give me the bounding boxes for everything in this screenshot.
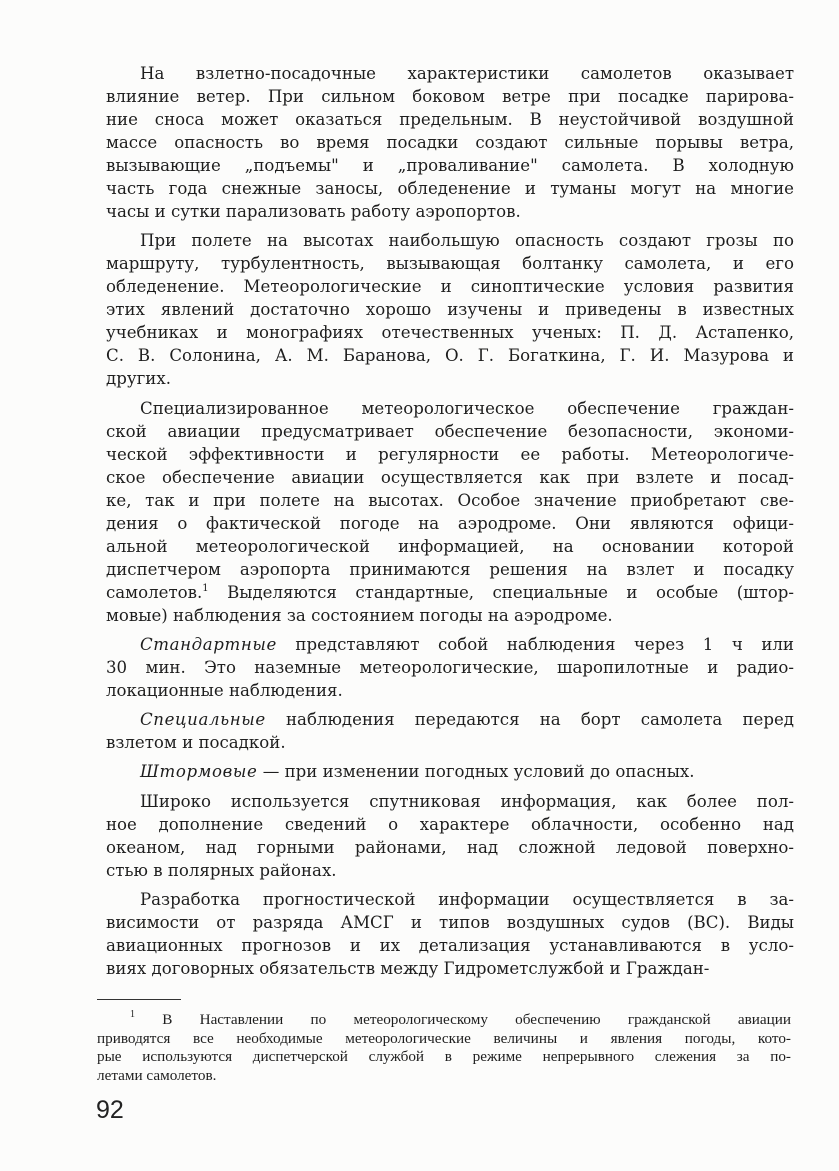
line-text: локационные наблюдения. [106,680,343,700]
text-line [106,656,794,679]
paragraph [106,888,794,980]
line-text: стью в полярных районах. [106,860,337,880]
text-line [106,813,794,836]
line-text: Специализированное метеорологическое обеспечение граждан- [140,398,794,418]
line-text: 30 мин. Это наземные метеорологические, шаропилотные и радио- [106,657,794,677]
text-line [106,298,794,321]
footnote-line [97,1048,791,1067]
line-text: диспетчером аэропорта принимаются решения на взлет и посадку [106,559,794,579]
text-line [106,344,794,367]
text-line [106,321,794,344]
page-number: 92 [96,1096,124,1124]
text-line [106,790,794,813]
text-line [106,85,794,108]
line-text: наблюдения передаются на борт самолета перед [265,710,794,730]
line-text: ке, так и при полете на высотах. Особое значение приобретают све- [106,490,794,510]
line-text: обледенение. Метеорологические и синоптические условия развития [106,277,794,297]
footnote-line [97,1011,791,1030]
line-text: ское обеспечение авиации осуществляется как при взлете и посад- [106,467,794,487]
line-text: маршруту, турбулентность, вызывающая болтанку самолета, и его [106,254,794,274]
line-text: океаном, над горными районами, над сложной ледовой поверхно- [106,837,794,857]
emphasized-term: Штормовые [140,762,258,782]
text-line [106,708,794,731]
line-text: приводятся все необходимые метеорологические величины и явления погоды, кото- [97,1029,791,1047]
line-text: ное дополнение сведений о характере облачности, особенно над [106,814,794,834]
paragraph [106,760,794,783]
text-line [106,859,794,882]
line-text: часть года снежные заносы, обледенение и туманы могут на многие [106,179,794,198]
line-text: массе опасность во время посадки создают сильные порывы ветра, [106,133,794,152]
text-line [106,252,794,275]
text-line [106,275,794,298]
footnote-line [97,1030,791,1049]
text-line [106,229,794,252]
line-text: В Наставлении по метеорологическому обеспечению гражданской авиации [135,1011,791,1028]
text-line [106,131,794,154]
text-line [106,633,794,656]
text-line [106,397,794,420]
line-text: висимости от разряда АМСГ и типов воздушных судов (ВС). Виды [106,913,794,933]
footnote-reference: 1 [202,582,209,594]
line-text: рые используются диспетчерской службой в режиме непрерывного слежения за по- [97,1048,791,1065]
line-text: Широко используется спутниковая информация, как более пол- [140,791,794,811]
line-text: Разработка прогностической информации осуществляется в за- [140,890,794,910]
line-text: авиационных прогнозов и их детализация устанавливаются в усло- [106,936,794,956]
body-text [106,62,794,980]
text-line [106,535,794,558]
line-text: При полете на высотах наибольшую опасность создают грозы по [140,231,794,251]
text-line [106,466,794,489]
line-text: дения о фактической погоде на аэродроме. Они являются офици- [106,513,794,533]
text-line [106,604,794,627]
text-line [106,489,794,512]
text-line [106,62,794,85]
text-line [106,200,794,223]
text-line [106,512,794,535]
text-line [106,679,794,702]
text-line [106,888,794,911]
line-text: С. В. Солонина, А. М. Баранова, О. Г. Богаткина, Г. И. Мазурова и [106,346,794,366]
text-line [106,731,794,754]
text-line [106,420,794,443]
line-text: учебниках и монографиях отечественных ученых: П. Д. Астапенко, [106,323,794,343]
emphasized-term: Стандартные [140,634,277,654]
text-line [106,760,794,783]
text-line [106,108,794,131]
emphasized-term: Специальные [140,710,266,730]
text-line [106,177,794,200]
line-text: ние сноса может оказаться предельным. В неустойчивой воздушной [106,110,794,129]
text-line [106,558,794,581]
paragraph [106,708,794,754]
line-text: виях договорных обязательств между Гидрометслужбой и Граждан- [106,959,710,979]
text-line [106,581,794,604]
line-text: ской авиации предусматривает обеспечение безопасности, экономи- [106,421,794,441]
text-line [106,154,794,177]
line-text: взлетом и посадкой. [106,733,286,753]
text-line [106,911,794,934]
text-line [106,957,794,980]
line-text: других. [106,369,171,389]
text-line [106,367,794,390]
line-text: ческой эффективности и регулярности ее работы. Метеорологиче- [106,444,794,464]
footnote-separator [97,999,181,1000]
text-line [106,934,794,957]
line-text: вызывающие „подъемы" и „проваливание" самолета. В холодную [106,156,794,175]
line-text: этих явлений достаточно хорошо изучены и приведены в известных [106,300,794,320]
footnote-line [97,1067,791,1086]
paragraph [106,229,794,390]
line-text: влияние ветер. При сильном боковом ветре при посадке парирова- [106,87,794,106]
line-text: мовые) наблюдения за состоянием погоды на аэродроме. [106,605,613,625]
footnote-marker: 1 [130,1009,135,1020]
paragraph [106,633,794,702]
line-text: альной метеорологической информацией, на основании которой [106,536,794,556]
line-text: На взлетно-посадочные характеристики самолетов оказывает [140,64,794,83]
paragraph [106,790,794,882]
line-text: часы и сутки парализовать работу аэропортов. [106,202,521,221]
paragraph [106,397,794,627]
paragraph [106,62,794,223]
line-text: летами самолетов. [97,1066,217,1084]
text-line [106,836,794,859]
line-text: представляют собой наблюдения через 1 ч или [276,634,794,654]
line-text: Выделяются стандартные, специальные и особые (штор- [208,582,794,602]
line-text: — при изменении погодных условий до опасных. [257,762,695,782]
text-line [106,443,794,466]
footnote [97,1011,791,1085]
line-text: самолетов. [106,582,203,602]
